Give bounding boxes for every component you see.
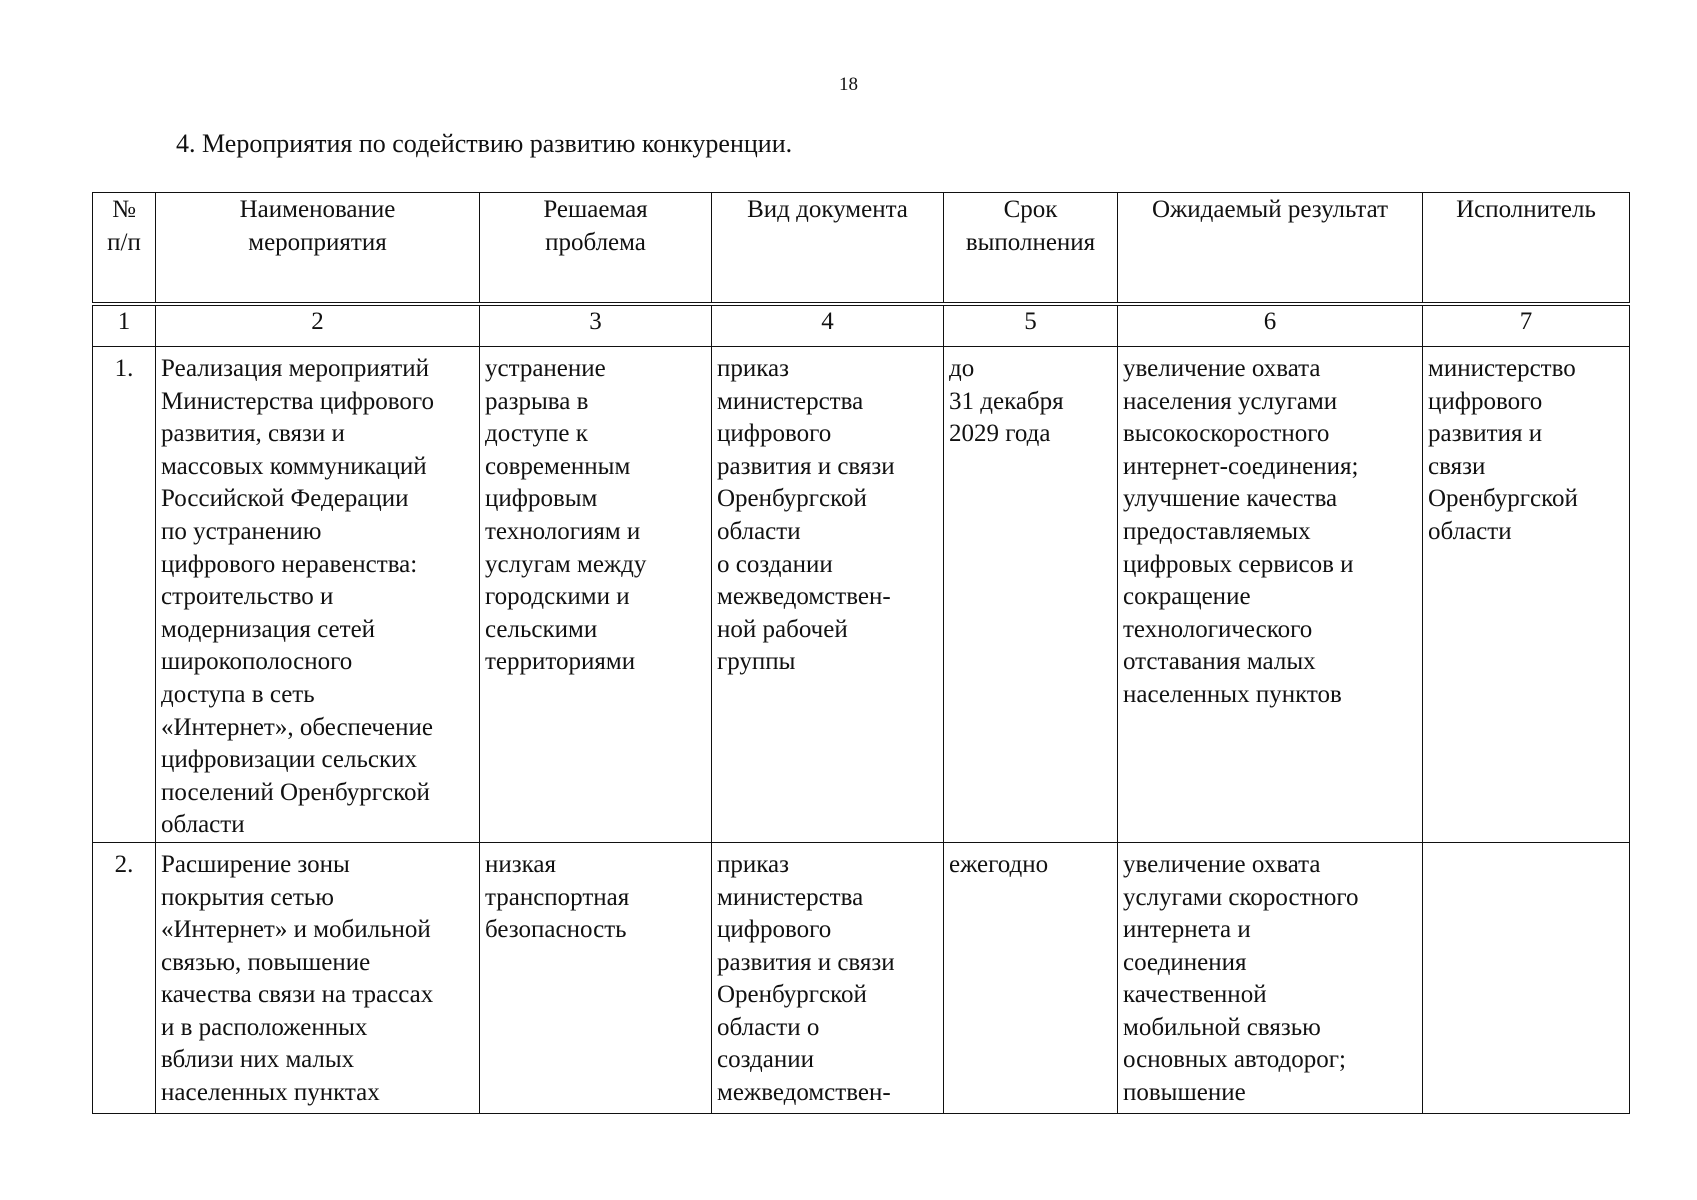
cell-text-line: вблизи них малых — [161, 1046, 355, 1074]
cell-text-line: разрыва в — [485, 387, 589, 415]
column-number-cell: 4 — [712, 304, 944, 347]
cell-text-line: цифрового — [717, 420, 832, 448]
cell-text-line: низкая — [485, 850, 556, 878]
row-number-cell — [93, 842, 156, 1113]
cell-text-line: «Интернет» и мобильной — [161, 916, 431, 944]
cell-text-line: основных автодорог; — [1123, 1046, 1346, 1074]
cell-text-line: сельскими — [485, 615, 598, 643]
cell-text-line: министерство — [1428, 355, 1576, 382]
problem-cell — [480, 347, 712, 843]
cell-text-line: группы — [717, 648, 796, 676]
cell-text-line: цифровым — [485, 485, 598, 513]
measure-name-cell — [156, 842, 480, 1113]
cell-text-line: развития, связи и — [161, 420, 345, 448]
page-number: 18 — [839, 74, 858, 95]
column-number-cell: 7 — [1423, 304, 1630, 347]
table-row — [93, 347, 1630, 843]
cell-text-line: развития и связи — [717, 948, 895, 976]
column-number-cell: 1 — [93, 304, 156, 347]
cell-text-line: Оренбургской — [717, 981, 867, 1009]
cell-text-line: связью, повышение — [161, 948, 371, 976]
cell-text-line: высокоскоростного — [1123, 420, 1330, 448]
cell-text-line: межведомствен- — [717, 1079, 891, 1107]
header-cell-executor — [1423, 193, 1630, 305]
cell-text-line: Оренбургской — [717, 485, 867, 513]
table-header-row — [93, 193, 1630, 305]
cell-text-line: связи — [1428, 452, 1486, 480]
cell-text-line: услугами скоростного — [1123, 883, 1359, 911]
cell-text-line: увеличение охвата — [1123, 850, 1321, 878]
cell-text-line: технологического — [1123, 615, 1313, 643]
cell-text-line: министерства — [717, 883, 864, 911]
cell-text-line: развития и — [1428, 420, 1543, 448]
cell-text-line: строительство и — [161, 583, 334, 611]
cell-text-line: предоставляемых — [1123, 517, 1311, 545]
cell-text-line: 1. — [114, 355, 134, 382]
cell-text-line: Ожидаемый результат — [1151, 196, 1389, 223]
cell-text-line: выполнения — [965, 228, 1096, 256]
cell-text-line: Решаемая — [543, 196, 648, 223]
cell-text-line: проблема — [545, 228, 646, 256]
column-number-cell: 5 — [944, 304, 1118, 347]
header-cell-document-type — [712, 193, 944, 305]
cell-text-line: области о — [717, 1013, 820, 1041]
cell-text-line: широкополосного — [161, 648, 353, 676]
measures-table — [92, 192, 1630, 1114]
cell-text-line: Срок — [1003, 196, 1058, 223]
cell-text-line: территориями — [485, 648, 636, 676]
problem-cell — [480, 842, 712, 1113]
cell-text-line: приказ — [717, 850, 789, 878]
header-cell-deadline — [944, 193, 1118, 305]
cell-text-line: транспортная — [485, 883, 630, 911]
header-cell-problem — [480, 193, 712, 305]
cell-text-line: п/п — [107, 228, 141, 256]
cell-text-line: по устранению — [161, 517, 322, 545]
cell-text-line: 2029 года — [949, 420, 1051, 448]
cell-text-line: Наименование — [239, 196, 396, 223]
expected-result-cell — [1118, 347, 1423, 843]
cell-text-line: доступе к — [485, 420, 588, 448]
cell-text-line: Министерства цифрового — [161, 387, 435, 415]
header-cell-measure-name — [156, 193, 480, 305]
cell-text-line: качественной — [1123, 981, 1267, 1009]
cell-text-line: и в расположенных — [161, 1013, 368, 1041]
cell-text-line: населенных пунктах — [161, 1079, 380, 1107]
cell-text-line: интернета и — [1123, 916, 1251, 944]
cell-text-line: цифровых сервисов и — [1123, 550, 1354, 578]
cell-text-line: технологиям и — [485, 517, 641, 545]
cell-text-line: мероприятия — [248, 228, 387, 256]
cell-text-line: области — [717, 517, 801, 545]
expected-result-cell — [1118, 842, 1423, 1113]
column-number-cell: 3 — [480, 304, 712, 347]
cell-text-line: мобильной связью — [1123, 1013, 1321, 1041]
cell-text-line: «Интернет», обеспечение — [161, 713, 433, 741]
column-number-cell: 6 — [1118, 304, 1423, 347]
cell-text-line: развития и связи — [717, 452, 895, 480]
cell-text-line: соединения — [1123, 948, 1247, 976]
cell-text-line: Российской Федерации — [161, 485, 409, 513]
cell-text-line: 2. — [114, 850, 134, 878]
cell-text-line: цифрового неравенства: — [161, 550, 418, 578]
cell-text-line: улучшение качества — [1123, 485, 1338, 513]
cell-text-line: цифрового — [717, 916, 832, 944]
cell-text-line: Вид документа — [747, 196, 908, 223]
cell-text-line: ежегодно — [949, 850, 1049, 878]
document-type-cell — [712, 842, 944, 1113]
header-cell-number — [93, 193, 156, 305]
column-number-cell: 2 — [156, 304, 480, 347]
header-cell-expected-result — [1118, 193, 1423, 305]
column-number-row — [93, 304, 1630, 347]
cell-text-line: создании — [717, 1046, 814, 1074]
cell-text-line: ной рабочей — [717, 615, 848, 643]
cell-text-line: сокращение — [1123, 583, 1251, 611]
cell-text-line: Исполнитель — [1456, 196, 1596, 223]
document-type-cell — [712, 347, 944, 843]
section-title: 4. Мероприятия по содействию развитию конкуренции. — [176, 129, 793, 158]
cell-text-line: доступа в сеть — [161, 680, 315, 708]
cell-text-line: услугам между — [485, 550, 647, 578]
measure-name-cell — [156, 347, 480, 843]
cell-text-line: № — [112, 196, 136, 223]
cell-text-line: увеличение охвата — [1123, 355, 1321, 382]
cell-text-line: межведомствен- — [717, 583, 891, 611]
cell-text-line: покрытия сетью — [161, 883, 334, 911]
cell-text-line: области — [1428, 517, 1512, 545]
cell-text-line: интернет-соединения; — [1123, 452, 1359, 480]
executor-cell — [1423, 347, 1630, 843]
cell-text-line: о создании — [717, 550, 833, 578]
deadline-cell — [944, 347, 1118, 843]
cell-text-line: устранение — [485, 355, 606, 382]
cell-text-line: массовых коммуникаций — [161, 452, 427, 480]
deadline-cell — [944, 842, 1118, 1113]
cell-text-line: повышение — [1123, 1079, 1246, 1107]
cell-text-line: модернизация сетей — [161, 615, 376, 643]
row-number-cell — [93, 347, 156, 843]
cell-text-line: министерства — [717, 387, 864, 415]
cell-text-line: Реализация мероприятий — [161, 355, 429, 382]
cell-text-line: безопасность — [485, 916, 627, 944]
cell-text-line: Оренбургской — [1428, 485, 1578, 513]
cell-text-line: Расширение зоны — [161, 850, 350, 878]
executor-cell — [1423, 842, 1630, 1113]
cell-text-line: отставания малых — [1123, 648, 1316, 676]
cell-text-line: цифрового — [1428, 387, 1543, 415]
cell-text-line: области — [161, 811, 245, 839]
cell-text-line: населенных пунктов — [1123, 680, 1342, 708]
cell-text-line: приказ — [717, 355, 789, 382]
table-row — [93, 842, 1630, 1113]
cell-text-line: цифровизации сельских — [161, 746, 417, 774]
cell-text-line: поселений Оренбургской — [161, 778, 430, 806]
cell-text-line: до — [949, 355, 975, 382]
cell-text-line: качества связи на трассах — [161, 981, 434, 1009]
cell-text-line: современным — [485, 452, 631, 480]
cell-text-line: 31 декабря — [949, 387, 1064, 415]
cell-text-line: городскими и — [485, 583, 630, 611]
cell-text-line: населения услугами — [1123, 387, 1338, 415]
